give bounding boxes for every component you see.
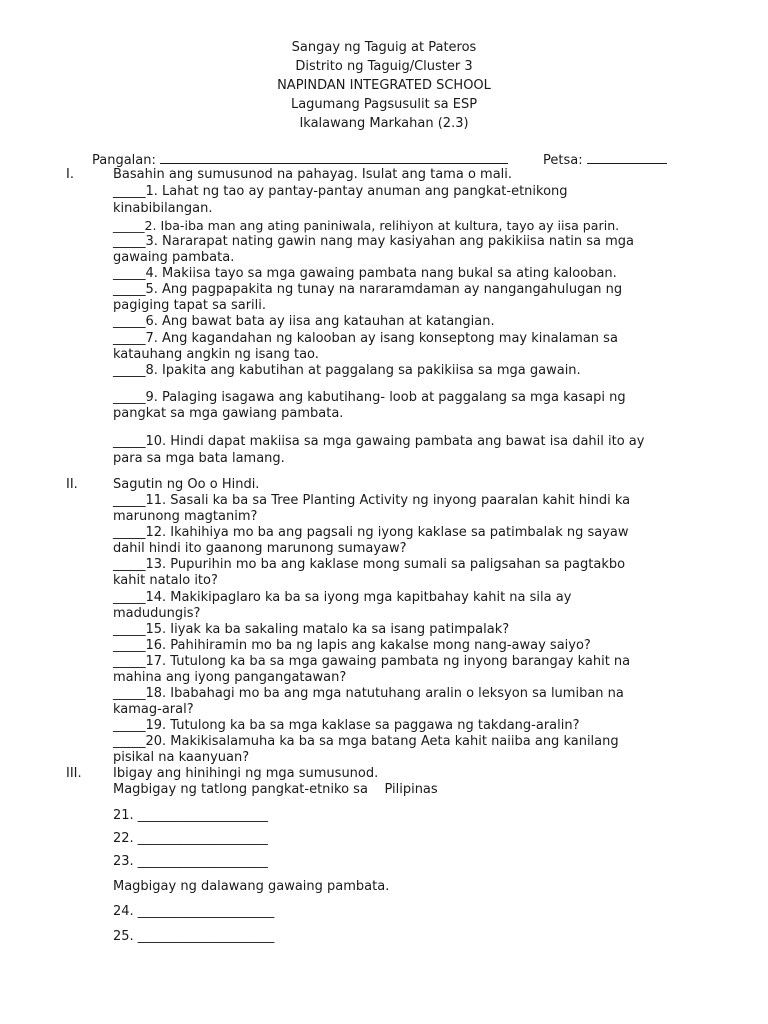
part3-numeral: III. <box>66 766 82 781</box>
header-quarter: Ikalawang Markahan (2.3) <box>299 116 469 131</box>
question-line: _____4. Makiisa tayo sa mga gawaing pambata nang bukal sa ating kalooban. <box>113 266 617 281</box>
question-line: katauhang angkin ng isang tao. <box>113 347 319 362</box>
question-line: _____16. Pahihiramin mo ba ng lapis ang kakalse mong nang-away saiyo? <box>113 638 591 653</box>
question-line: pisikal na kaanyuan? <box>113 750 250 765</box>
date-blank[interactable] <box>587 151 667 164</box>
header-test-title: Lagumang Pagsusulit sa ESP <box>290 97 478 112</box>
part3-prompt-ethnic-groups: Magbigay ng tatlong pangkat-etniko sa Pilipinas <box>113 782 438 797</box>
question-line: _____7. Ang kagandahan ng kalooban ay isang konseptong may kinalaman sa <box>113 331 618 346</box>
question-line: _____3. Nararapat nating gawin nang may kasiyahan ang pakikiisa natin sa mga <box>113 234 634 249</box>
answer-blank[interactable]: 25. _____________________ <box>113 929 275 944</box>
answer-blank[interactable]: 23. ____________________ <box>113 854 268 869</box>
question-line: _____15. Iiyak ka ba sakaling matalo ka sa isang patimpalak? <box>113 622 510 637</box>
answer-blank[interactable]: 22. ____________________ <box>113 831 268 846</box>
question-line: madudungis? <box>113 606 201 621</box>
question-line: _____11. Sasali ka ba sa Tree Planting Activity ng inyong paaralan kahit hindi ka <box>113 493 631 508</box>
part3-instruction: Ibigay ang hinihingi ng mga sumusunod. <box>113 766 379 781</box>
question-line: dahil hindi ito gaanong marunong sumayaw? <box>113 541 407 556</box>
question-line: _____19. Tutulong ka ba sa mga kaklase sa paggawa ng takdang-aralin? <box>113 718 580 733</box>
question-line: marunong magtanim? <box>113 509 258 524</box>
question-line: kinabibilangan. <box>113 201 213 216</box>
question-line: pagiging tapat sa sarili. <box>113 298 267 313</box>
header-district: Distrito ng Taguig/Cluster 3 <box>295 59 473 74</box>
question-line: _____1. Lahat ng tao ay pantay-pantay anuman ang pangkat-etnikong <box>113 184 568 199</box>
question-line: _____5. Ang pagpapakita ng tunay na nararamdaman ay nangangahulugan ng <box>113 282 623 297</box>
question-line: _____12. Ikahihiya mo ba ang pagsali ng iyong kaklase sa patimbalak ng sayaw <box>113 525 629 540</box>
question-line: _____17. Tutulong ka ba sa mga gawaing pambata ng inyong barangay kahit na <box>113 654 631 669</box>
question-line: _____14. Makikipaglaro ka ba sa iyong mga kapitbahay kahit na sila ay <box>113 590 572 605</box>
question-line: _____18. Ibabahagi mo ba ang mga natutuhang aralin o leksyon sa lumiban na <box>113 686 624 701</box>
question-line: kahit natalo ito? <box>113 573 218 588</box>
question-line: pangkat sa mga gawiang pambata. <box>113 406 344 421</box>
answer-blank[interactable]: 24. _____________________ <box>113 904 275 919</box>
part2-instruction: Sagutin ng Oo o Hindi. <box>113 477 260 492</box>
question-line: mahina ang iyong pangangatawan? <box>113 670 347 685</box>
part2-numeral: II. <box>66 477 78 492</box>
document-header <box>0 38 768 133</box>
question-line: gawaing pambata. <box>113 250 235 265</box>
date-label: Petsa: <box>543 153 583 168</box>
name-field <box>92 151 508 168</box>
header-division: Sangay ng Taguig at Pateros <box>291 40 477 55</box>
question-line: _____10. Hindi dapat makiisa sa mga gawaing pambata ang bawat isa dahil ito ay <box>113 434 645 449</box>
question-line: para sa mga bata lamang. <box>113 451 285 466</box>
question-line: _____6. Ang bawat bata ay iisa ang katauhan at katangian. <box>113 314 495 329</box>
date-field <box>543 151 667 168</box>
part1-instruction: Basahin ang sumusunod na pahayag. Isulat ang tama o mali. <box>113 167 513 182</box>
question-line: _____9. Palaging isagawa ang kabutihang- loob at paggalang sa mga kasapi ng <box>113 390 626 405</box>
answer-blank[interactable]: 21. ____________________ <box>113 808 268 823</box>
question-line: _____8. Ipakita ang kabutihan at paggalang sa pakikiisa sa mga gawain. <box>113 363 581 378</box>
question-line: _____20. Makikisalamuha ka ba sa mga batang Aeta kahit naiiba ang kanilang <box>113 734 619 749</box>
name-label: Pangalan: <box>92 153 156 168</box>
question-line: _____13. Pupurihin mo ba ang kaklase mong sumali sa paligsahan sa pagtakbo <box>113 557 626 572</box>
part3-prompt-activities: Magbigay ng dalawang gawaing pambata. <box>113 879 390 894</box>
header-school: NAPINDAN INTEGRATED SCHOOL <box>277 78 491 93</box>
question-line: kamag-aral? <box>113 702 194 717</box>
question-line: _____2. Iba-iba man ang ating paniniwala, relihiyon at kultura, tayo ay iisa parin. <box>113 218 620 233</box>
part1-numeral: I. <box>66 167 74 182</box>
name-blank[interactable] <box>160 151 508 164</box>
